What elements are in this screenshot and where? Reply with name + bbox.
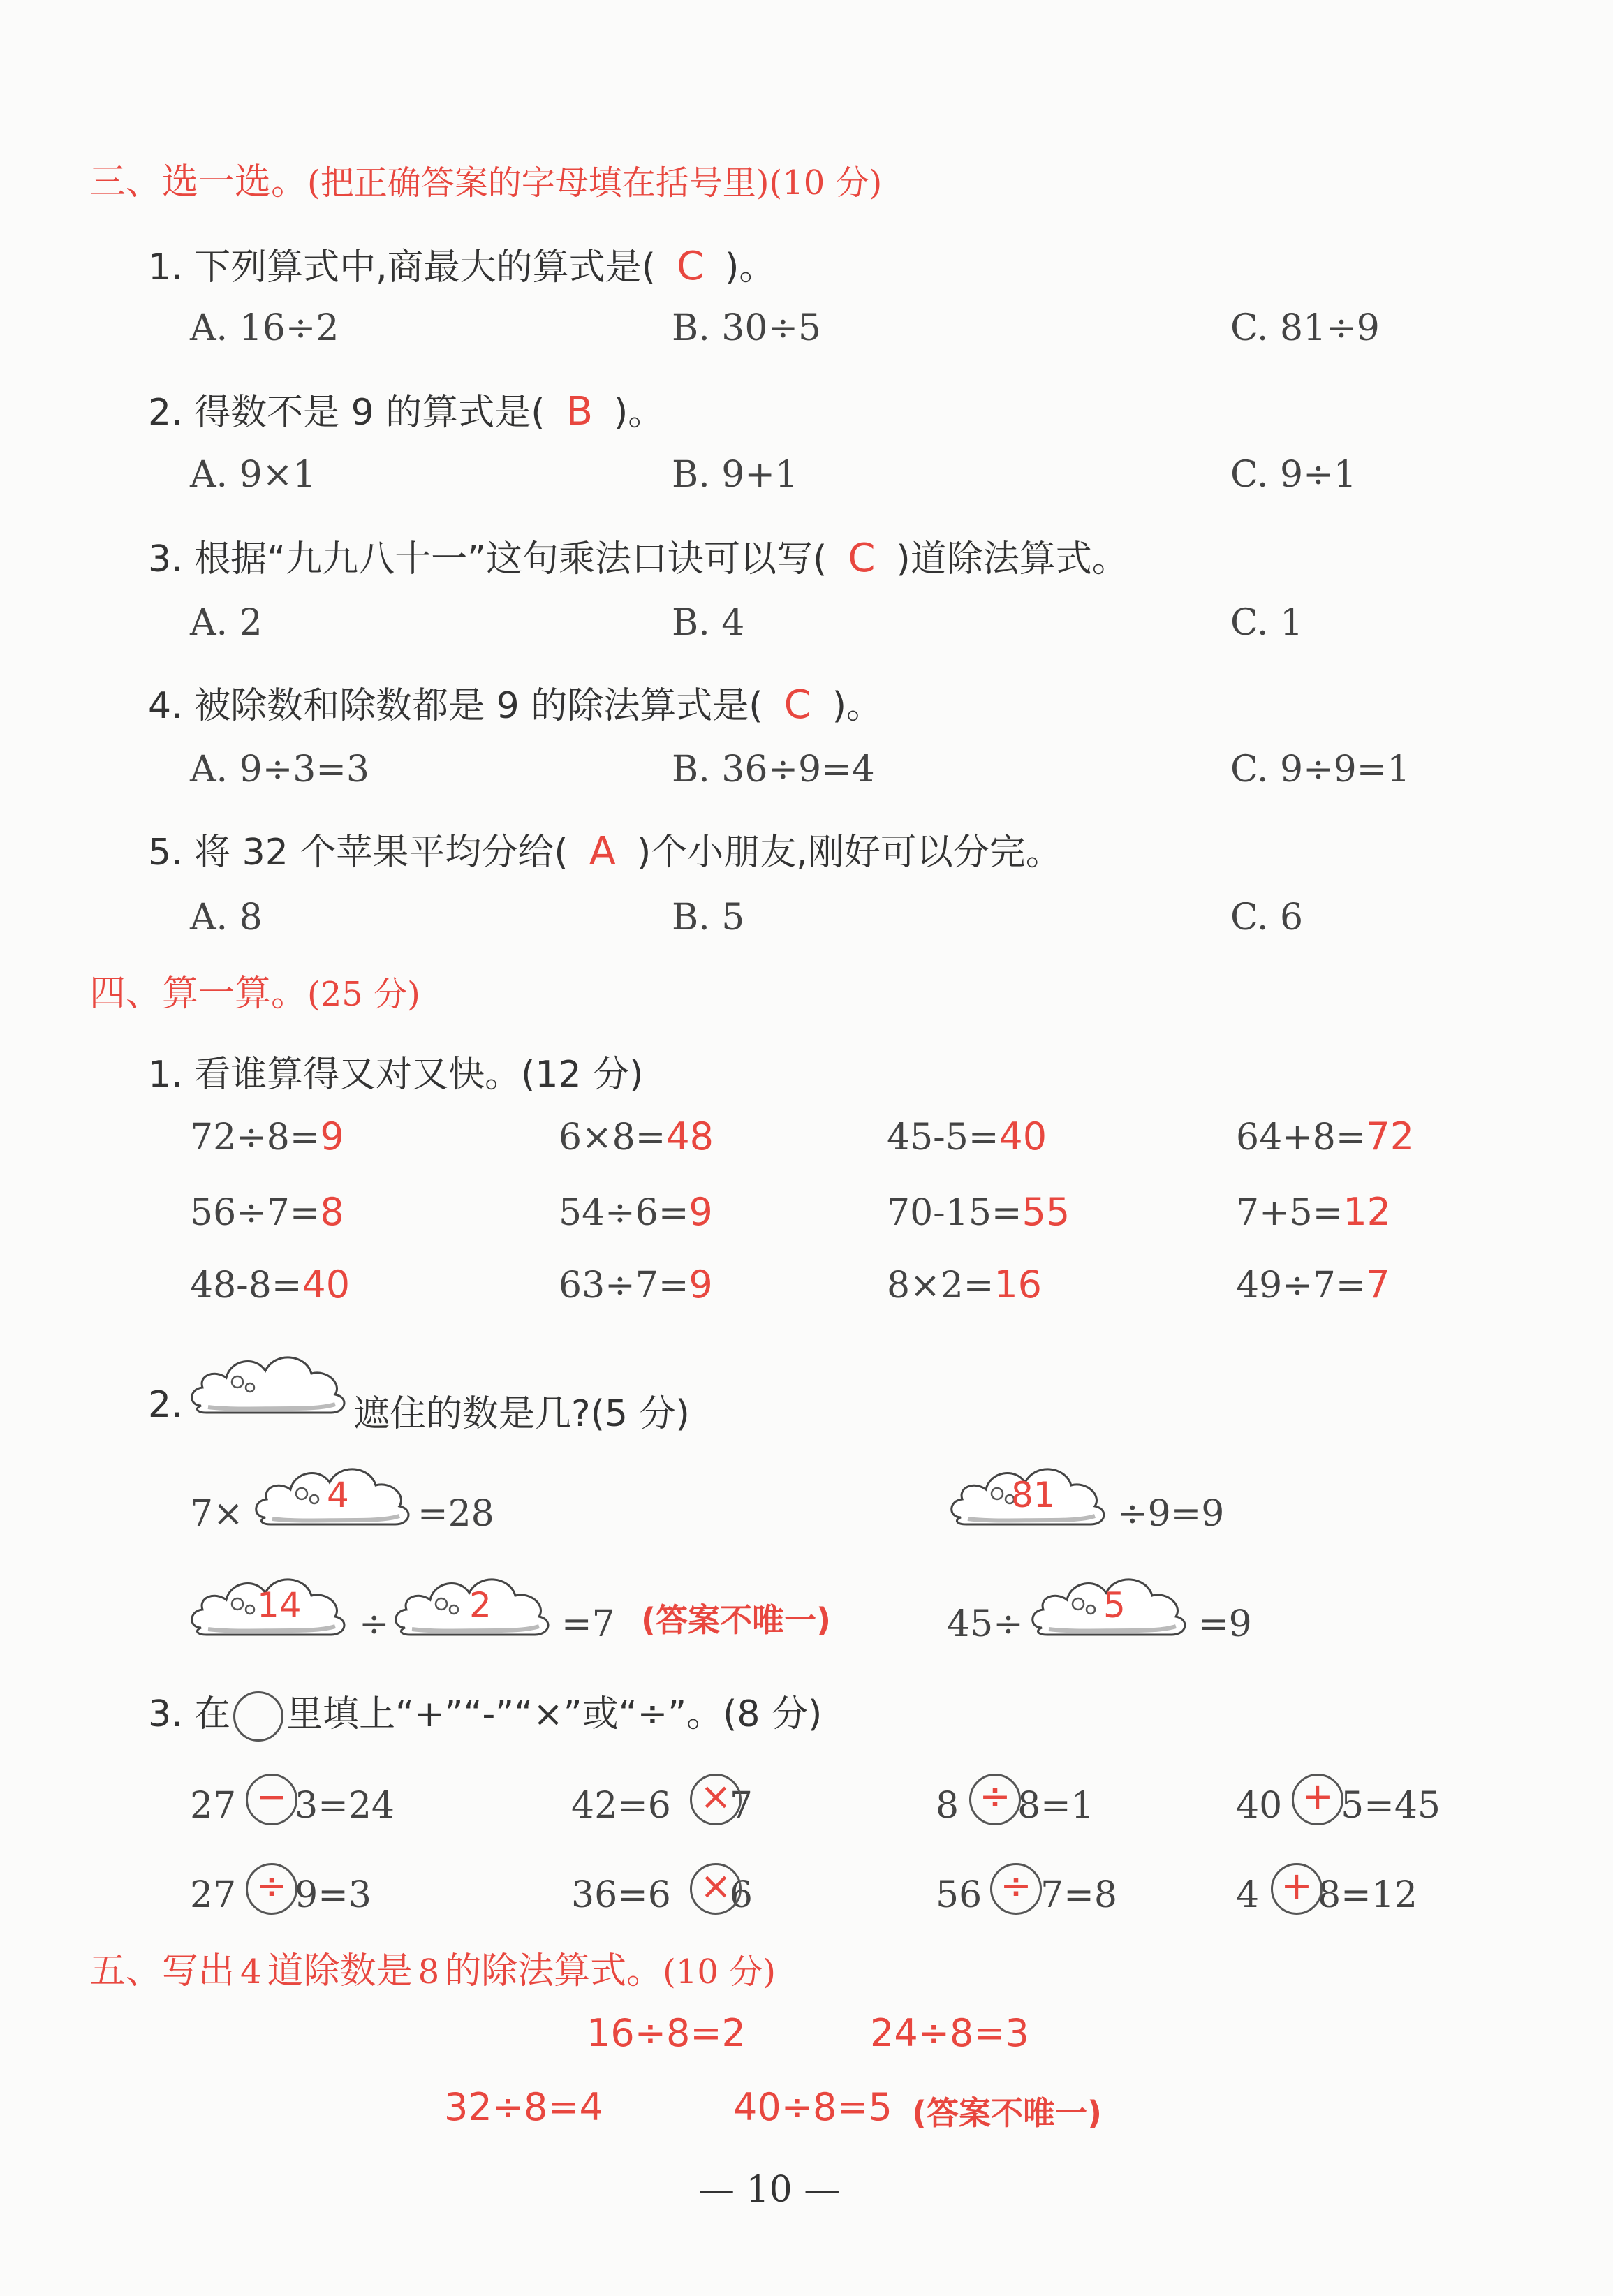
answer-blank[interactable]: A	[589, 829, 616, 874]
section5-n2: 8	[418, 1952, 440, 1992]
section4-note: (25 分)	[307, 975, 420, 1014]
cloud-answer: 2	[469, 1585, 492, 1626]
cloud-equation-4-pre: 45÷	[947, 1603, 1024, 1645]
page-number: — 10 —	[698, 2169, 841, 2211]
operator-circle[interactable]	[1292, 1774, 1343, 1825]
equation-left: 8	[936, 1785, 959, 1827]
equation-right: 7=8	[1040, 1874, 1117, 1916]
equation	[190, 1263, 350, 1307]
section4-q1-title: 1. 看谁算得又对又快。(12 分)	[148, 1054, 644, 1096]
circle-icon	[233, 1691, 283, 1742]
operator-circle[interactable]	[969, 1774, 1021, 1825]
equation-text: 56÷7=	[190, 1192, 321, 1234]
option-b: B. 36÷9=4	[672, 749, 875, 790]
equation	[190, 1190, 344, 1234]
cloud-equation-3-post: =7	[561, 1603, 615, 1645]
cloud-answer: 14	[257, 1585, 302, 1626]
equation-left: 56	[936, 1874, 982, 1916]
equation	[559, 1263, 713, 1307]
handwritten-answer[interactable]: 32÷8=4	[444, 2085, 603, 2129]
cloud-blank[interactable]	[391, 1563, 559, 1647]
equation-right: 8=1	[1017, 1785, 1094, 1827]
operator-answer: ÷	[256, 1864, 288, 1908]
equation-answer[interactable]: 9	[320, 1114, 344, 1158]
section3-note: (把正确答案的字母填在括号里)(10 分)	[307, 163, 883, 203]
equation-answer[interactable]: 40	[999, 1114, 1047, 1158]
equation-right: 8=12	[1318, 1874, 1417, 1916]
operator-answer: ÷	[979, 1774, 1011, 1818]
equation-answer[interactable]: 48	[665, 1114, 714, 1158]
equation-right: 3=24	[295, 1785, 395, 1827]
option-a: A. 9÷3=3	[190, 749, 370, 790]
operator-equation	[1236, 1874, 1417, 1916]
equation-answer[interactable]: 72	[1366, 1114, 1415, 1158]
option-c: C. 6	[1230, 897, 1304, 939]
equation-text: 48-8=	[190, 1265, 302, 1307]
option-a: A. 8	[190, 897, 263, 939]
equation-right: 6	[729, 1874, 753, 1916]
equation-answer[interactable]: 9	[688, 1190, 713, 1234]
operator-answer: ×	[700, 1774, 732, 1818]
operator-answer: +	[1302, 1774, 1334, 1818]
equation-left: 36=6	[571, 1874, 671, 1916]
cloud-equation-2-post: ÷9=9	[1117, 1493, 1225, 1535]
cloud-equation-4-post: =9	[1198, 1603, 1252, 1645]
section4-title: 四、算一算。	[89, 973, 308, 1015]
equation	[1236, 1190, 1391, 1234]
equation-answer[interactable]: 7	[1366, 1263, 1390, 1307]
operator-answer: +	[1281, 1864, 1313, 1908]
equation-answer[interactable]: 9	[688, 1263, 713, 1307]
cloud-blank[interactable]	[251, 1452, 419, 1536]
equation	[887, 1190, 1070, 1234]
equation-text: 70-15=	[887, 1192, 1022, 1234]
operator-circle[interactable]	[990, 1863, 1042, 1915]
section5-title-b: 道除数是	[267, 1950, 413, 1992]
section5-note: (10 分)	[663, 1952, 776, 1992]
answer-not-unique-note: (答案不唯一)	[641, 1601, 832, 1639]
equation-text: 54÷6=	[559, 1192, 689, 1234]
question-stem: 4. 被除数和除数都是 9 的除法算式是(	[148, 685, 763, 727]
operator-answer: ×	[700, 1864, 732, 1908]
equation	[559, 1190, 713, 1234]
option-a: A. 9×1	[190, 454, 316, 496]
cloud-equation-1-pre: 7×	[190, 1493, 244, 1535]
section4-q2-number: 2.	[148, 1384, 183, 1426]
equation-text: 8×2=	[887, 1265, 994, 1307]
question-stem: 3. 根据“九九八十一”这句乘法口诀可以写(	[148, 538, 827, 580]
equation-answer[interactable]: 40	[302, 1263, 351, 1307]
equation-left: 42=6	[571, 1785, 671, 1827]
equation-answer[interactable]: 55	[1022, 1190, 1070, 1234]
section5-n1: 4	[240, 1952, 262, 1992]
answer-not-unique-note: (答案不唯一)	[912, 2094, 1103, 2132]
equation-left: 27	[190, 1874, 237, 1916]
cloud-icon	[187, 1341, 355, 1425]
equation-right: 5=45	[1341, 1785, 1441, 1827]
cloud-blank[interactable]	[947, 1452, 1114, 1536]
operator-answer: −	[256, 1774, 288, 1818]
equation-right: 7	[729, 1785, 753, 1827]
section5-title-c: 的除法算式。	[445, 1950, 663, 1992]
question-stem: 2. 得数不是 9 的算式是(	[148, 392, 545, 434]
question-stem-end: )。	[832, 685, 883, 727]
equation-right: 9=3	[295, 1874, 371, 1916]
cloud-blank[interactable]	[1028, 1563, 1195, 1647]
section4-q2-title: 遮住的数是几?(5 分)	[353, 1393, 690, 1435]
equation-text: 72÷8=	[190, 1117, 321, 1158]
equation-text: 63÷7=	[559, 1265, 689, 1307]
equation-text: 64+8=	[1236, 1117, 1367, 1158]
option-c: C. 81÷9	[1230, 307, 1380, 349]
option-a: A. 16÷2	[190, 307, 339, 349]
equation-answer[interactable]: 16	[994, 1263, 1043, 1307]
equation-text: 45-5=	[887, 1117, 999, 1158]
equation	[1236, 1263, 1390, 1307]
equation	[887, 1263, 1042, 1307]
answer-blank[interactable]: C	[676, 244, 705, 289]
cloud-blank[interactable]	[187, 1563, 355, 1647]
section5-heading	[89, 1941, 776, 1994]
operator-circle[interactable]	[690, 1863, 742, 1915]
answer-blank[interactable]: C	[783, 682, 811, 728]
option-b: B. 4	[672, 602, 745, 644]
cloud-answer: 5	[1103, 1585, 1126, 1626]
question-stem: 1. 下列算式中,商最大的算式是(	[148, 246, 656, 288]
section4-q3-title	[148, 1684, 822, 1742]
question-stem-end: )。	[725, 246, 776, 288]
handwritten-answer[interactable]: 16÷8=2	[587, 2011, 746, 2055]
cloud-equation-3-op: ÷	[359, 1603, 390, 1645]
answer-blank[interactable]: C	[848, 536, 876, 581]
equation-left: 4	[1236, 1874, 1260, 1916]
option-b: B. 5	[672, 897, 745, 939]
equation-text: 49÷7=	[1236, 1265, 1367, 1307]
question-4	[148, 676, 883, 728]
equation-left: 27	[190, 1785, 237, 1827]
question-stem-end: )道除法算式。	[896, 538, 1128, 580]
operator-circle[interactable]	[246, 1774, 297, 1825]
question-2	[148, 383, 664, 435]
equation	[1236, 1114, 1414, 1158]
handwritten-answer[interactable]: 24÷8=3	[870, 2011, 1029, 2055]
operator-circle[interactable]	[690, 1774, 742, 1825]
question-3	[148, 529, 1128, 582]
section3-title: 三、选一选。	[89, 161, 308, 203]
equation-text: 6×8=	[559, 1117, 666, 1158]
equation	[190, 1114, 344, 1158]
answer-blank[interactable]: B	[566, 389, 593, 434]
equation-answer[interactable]: 8	[320, 1190, 344, 1234]
operator-circle[interactable]	[246, 1863, 297, 1915]
question-5	[148, 823, 1062, 875]
operator-answer: ÷	[1000, 1864, 1032, 1908]
cloud-equation-1-post: =28	[418, 1493, 494, 1535]
cloud-answer: 4	[327, 1475, 349, 1515]
section4-q3-title-end: 里填上“+”“-”“×”或“÷”。(8 分)	[286, 1693, 823, 1735]
option-c: C. 1	[1230, 602, 1304, 644]
question-stem: 5. 将 32 个苹果平均分给(	[148, 832, 568, 874]
section5-title-a: 五、写出	[89, 1950, 235, 1992]
equation-left: 40	[1236, 1785, 1283, 1827]
question-stem-end: )个小朋友,刚好可以分完。	[636, 832, 1062, 874]
section4-q3-title-start: 3. 在	[148, 1693, 231, 1735]
equation	[887, 1114, 1047, 1158]
cloud-answer: 81	[1011, 1475, 1056, 1515]
equation-text: 7+5=	[1236, 1192, 1343, 1234]
question-stem-end: )。	[614, 392, 665, 434]
operator-circle[interactable]	[1271, 1863, 1323, 1915]
section4-heading	[89, 964, 420, 1016]
option-a: A. 2	[190, 602, 263, 644]
equation-answer[interactable]: 12	[1343, 1190, 1392, 1234]
option-b: B. 30÷5	[672, 307, 822, 349]
handwritten-answer[interactable]: 40÷8=5	[733, 2085, 892, 2129]
section3-heading	[89, 152, 882, 205]
option-c: C. 9÷9=1	[1230, 749, 1411, 790]
option-b: B. 9+1	[672, 454, 799, 496]
question-1	[148, 237, 775, 290]
option-c: C. 9÷1	[1230, 454, 1357, 496]
equation	[559, 1114, 714, 1158]
